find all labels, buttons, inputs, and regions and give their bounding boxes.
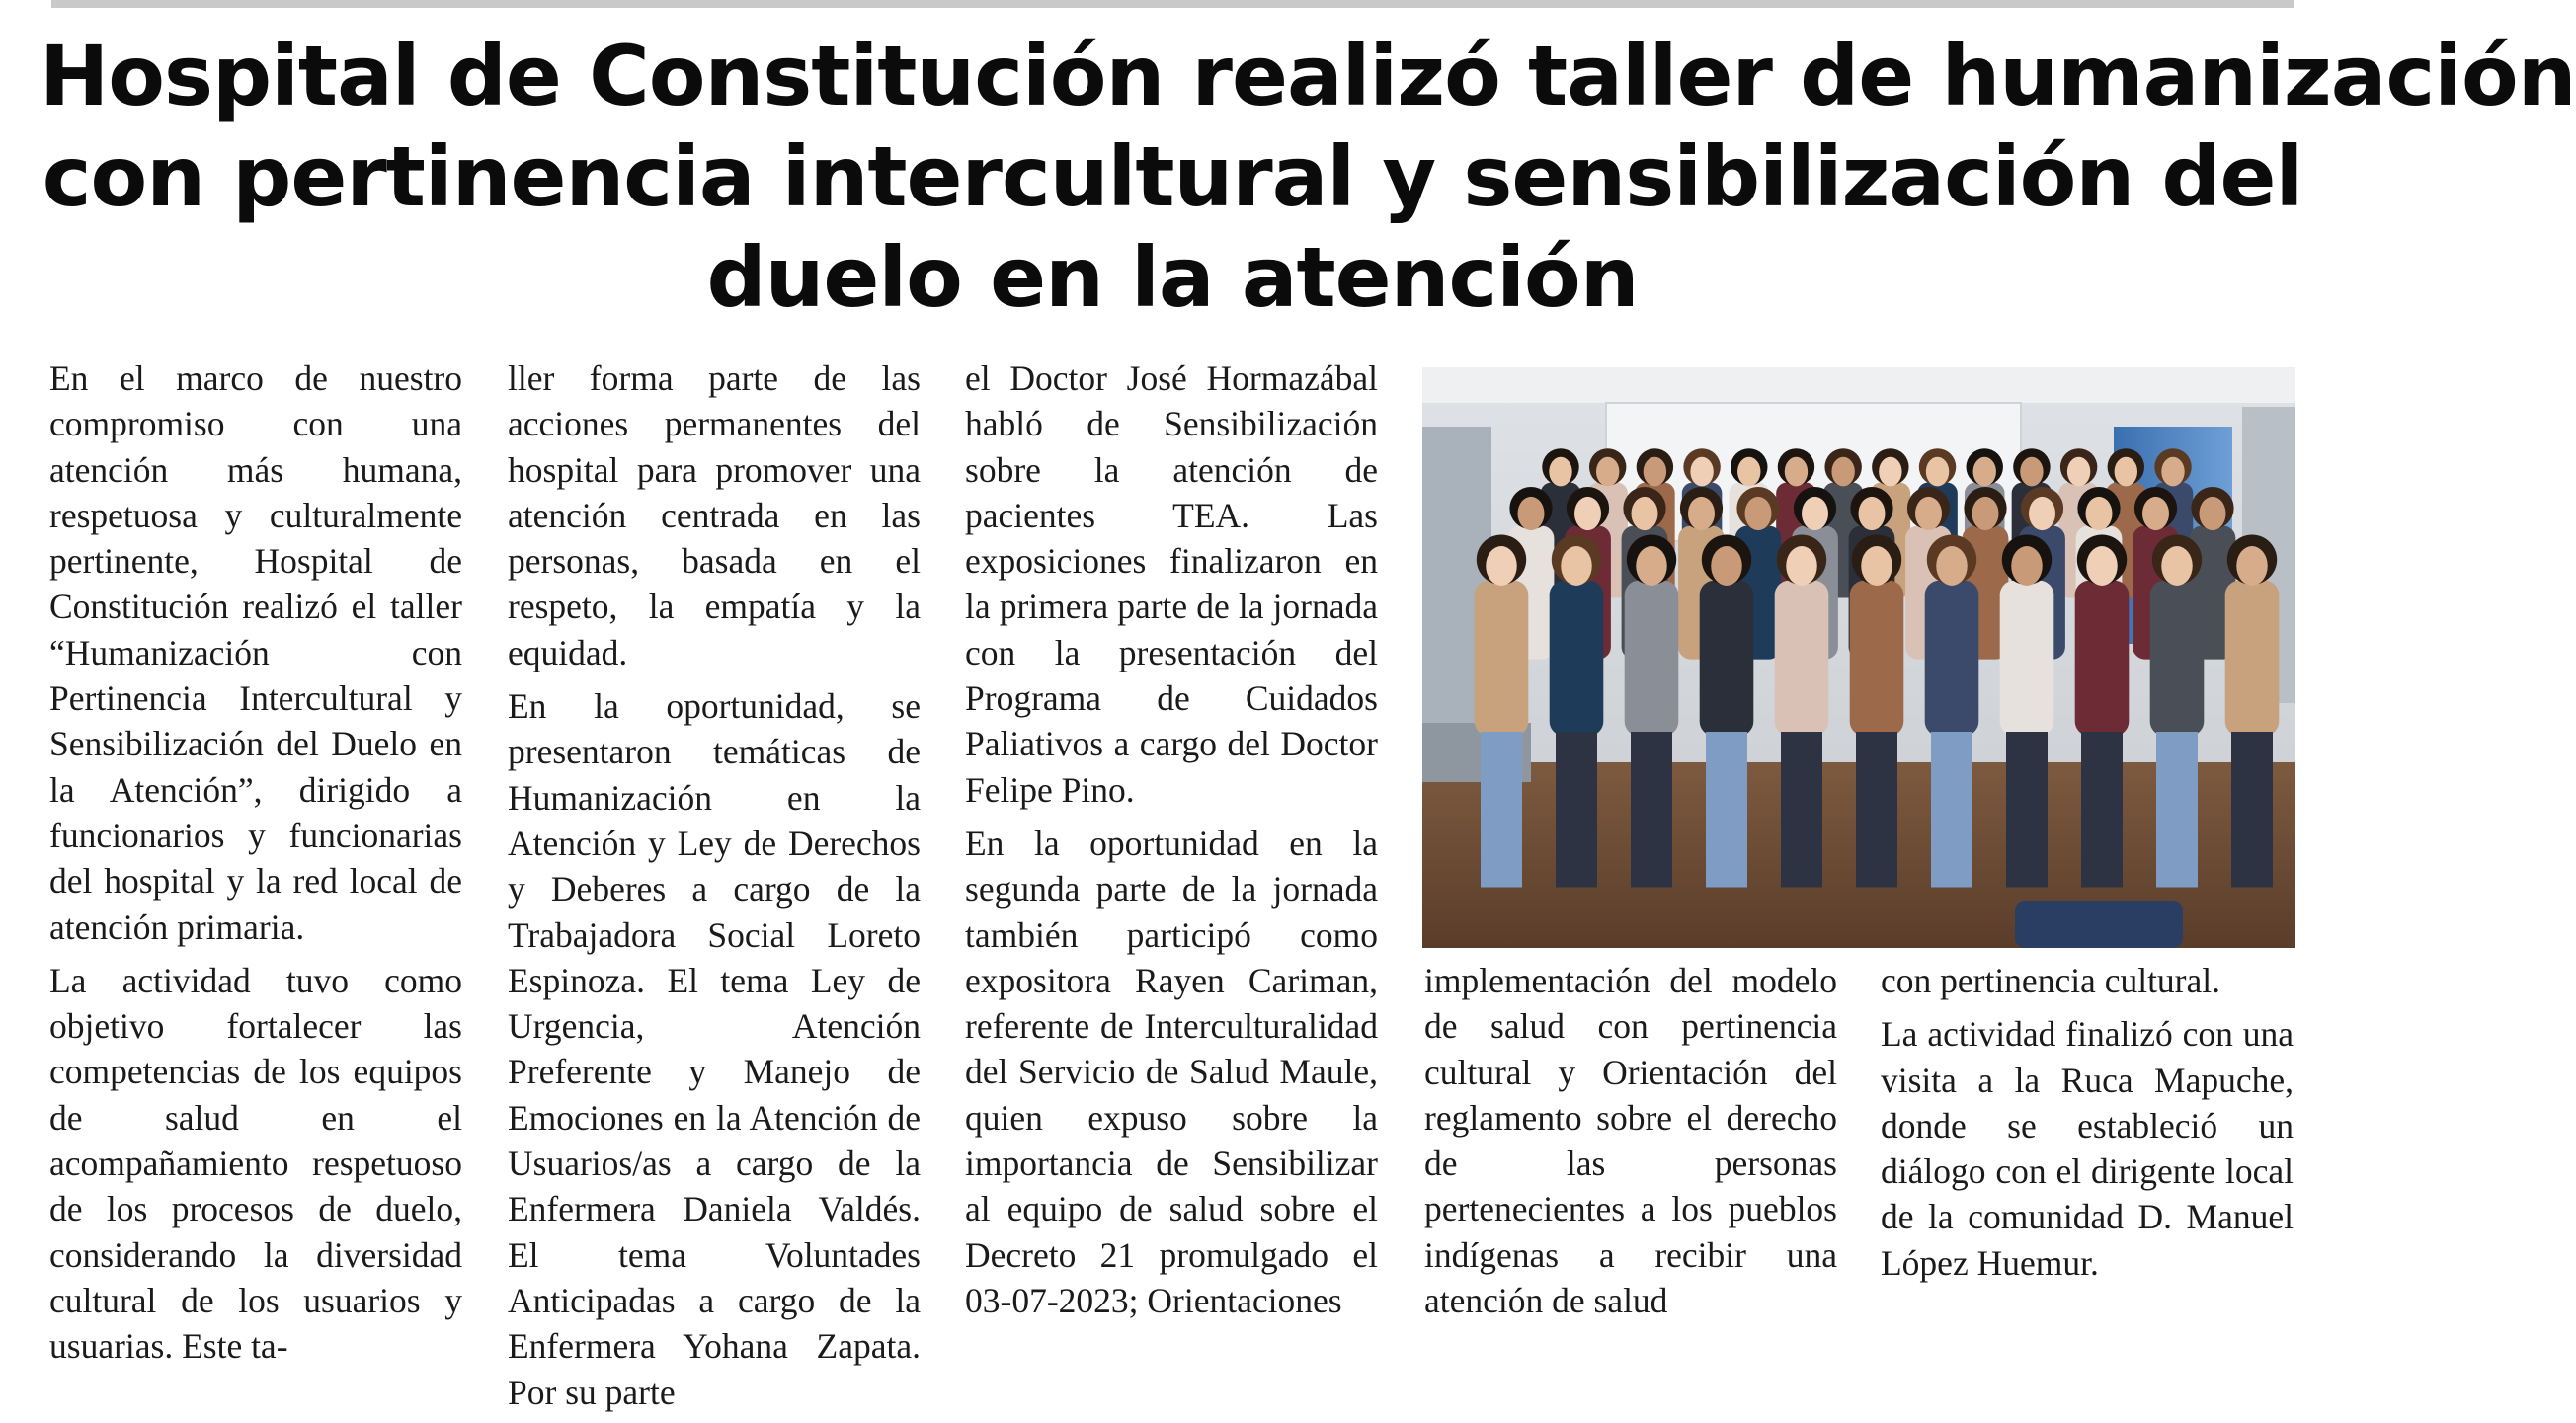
person-face: [1745, 497, 1772, 530]
person-legs: [1556, 732, 1597, 888]
person-face: [1711, 546, 1742, 586]
paragraph: el Doctor José Hormazábal habló de Sensibilización sobre la atención de pacientes TEA. Las exposiciones finalizaron en la primera parte de la jornada con la presentación del Programa de Cuidados Paliativos a cargo del Doctor Felipe Pino.: [965, 358, 1378, 810]
person-face: [2086, 497, 2113, 530]
paragraph: En la oportunidad en la segunda parte de la jornada también participó como expositora Rayen Cariman, referente de Interculturalidad del Servicio de Salud Maule, quien expuso sobre la importancia de Sensibilizar al equipo de salud sobre el Decreto 21 promulgado el 03-07-2023; Orientaciones: [965, 823, 1378, 1320]
person-face: [1518, 497, 1545, 530]
person-legs: [1706, 732, 1747, 888]
person-face: [1690, 457, 1713, 487]
person-face: [1632, 497, 1658, 530]
person-face: [1879, 457, 1901, 487]
headline: [40, 26, 2576, 328]
article-column-1: [49, 356, 462, 1378]
paragraph: implementación del modelo de salud con pertinencia cultural y Orientación del reglamento sobre el derecho de las personas pertenecientes a los pueblos indígenas a recibir una atención de salud: [1424, 961, 1837, 1321]
person-face: [2011, 546, 2043, 586]
person-face: [1574, 497, 1601, 530]
top-rule: [51, 0, 2294, 8]
person-face: [1915, 497, 1942, 530]
person-face: [1831, 457, 1854, 487]
person-legs: [2081, 732, 2123, 888]
headline-line-3: duelo en la atención: [706, 229, 1639, 326]
person-face: [1936, 546, 1968, 586]
person-face: [1636, 546, 1667, 586]
person-face: [1861, 546, 1892, 586]
bag: [2015, 901, 2183, 948]
person-body: [1625, 581, 1679, 737]
person-body: [2150, 581, 2205, 737]
person-face: [2067, 457, 2090, 487]
person-face: [2236, 546, 2268, 586]
person-body: [1850, 581, 1904, 737]
person-face: [1785, 457, 1808, 487]
person-face: [1561, 546, 1592, 586]
article-column-2: [508, 356, 921, 1423]
person-body: [1475, 581, 1529, 737]
person-face: [1486, 546, 1517, 586]
person-legs: [1631, 732, 1672, 888]
article-column-3: [965, 356, 1378, 1331]
person-legs: [2006, 732, 2048, 888]
person-face: [1737, 457, 1760, 487]
person-face: [1596, 457, 1619, 487]
group-photo: [1422, 367, 2295, 948]
person-face: [1549, 457, 1571, 487]
person-legs: [2231, 732, 2273, 888]
person-legs: [1481, 732, 1522, 888]
paragraph: La actividad tuvo como objetivo fortalecer las competencias de los equipos de salud en el acompañamiento respetuoso de los procesos de duelo, considerando la diversidad cultural de los usuarios y usuarias. Este ta-: [49, 960, 462, 1367]
person-face: [2142, 497, 2169, 530]
person-legs: [1856, 732, 1897, 888]
person-face: [2029, 497, 2055, 530]
person-face: [1688, 497, 1715, 530]
person-body: [2225, 581, 2280, 737]
person-face: [2161, 546, 2193, 586]
paragraph: En el marco de nuestro compromiso con una atención más humana, respetuosa y culturalmente pertinente, Hospital de Constitución realizó el taller “Humanización con Pertinencia Intercultural y Sensibilización del Duelo en la Atención”, dirigido a funcionarios y funcionarias del hospital y la red local de atención primaria.: [49, 358, 462, 947]
person-face: [1926, 457, 1949, 487]
ceiling: [1422, 367, 2295, 403]
person-face: [1859, 497, 1886, 530]
person-legs: [1931, 732, 1972, 888]
article-column-5: [1881, 958, 2294, 1294]
headline-line-2: con pertinencia intercultural y sensibilización del: [41, 128, 2303, 225]
person-legs: [2156, 732, 2198, 888]
article-column-4: [1424, 958, 1837, 1331]
person-body: [1925, 581, 1979, 737]
person-body: [2075, 581, 2130, 737]
person-body: [1775, 581, 1829, 737]
person-face: [1786, 546, 1817, 586]
paragraph: La actividad finalizó con una visita a la Ruca Mapuche, donde se estableció un diálogo con el dirigente local de la comunidad D. Manuel López Huemur.: [1881, 1014, 2294, 1283]
paragraph: ller forma parte de las acciones permanentes del hospital para promover una atención centrada en las personas, basada en el respeto, la empatía y la equidad.: [508, 358, 921, 672]
person-face: [1644, 457, 1666, 487]
person-face: [2086, 546, 2118, 586]
paragraph: En la oportunidad, se presentaron temáticas de Humanización en la Atención y Ley de Derechos y Deberes a cargo de la Trabajadora Social Loreto Espinoza. El tema Ley de Urgencia, Atención Preferente y Manejo de Emociones en la Atención de Usuarios/as a cargo de la Enfermera Daniela Valdés. El tema Voluntades Anticipadas a cargo de la Enfermera Yohana Zapata. Por su parte: [508, 686, 921, 1412]
person-body: [2000, 581, 2054, 737]
person-legs: [1781, 732, 1822, 888]
paragraph: con pertinencia cultural.: [1881, 961, 2220, 1000]
person-face: [2161, 457, 2184, 487]
people-group: [1475, 448, 2280, 887]
person-face: [1973, 457, 1996, 487]
person-face: [1802, 497, 1828, 530]
person-body: [1700, 581, 1754, 737]
headline-line-1: Hospital de Constitución realizó taller de humanización: [40, 28, 2576, 124]
person-face: [2200, 497, 2226, 530]
person-face: [1972, 497, 1999, 530]
group-photo-illustration: [1422, 367, 2295, 948]
person-face: [2020, 457, 2043, 487]
person-body: [1550, 581, 1604, 737]
person-face: [2115, 457, 2137, 487]
